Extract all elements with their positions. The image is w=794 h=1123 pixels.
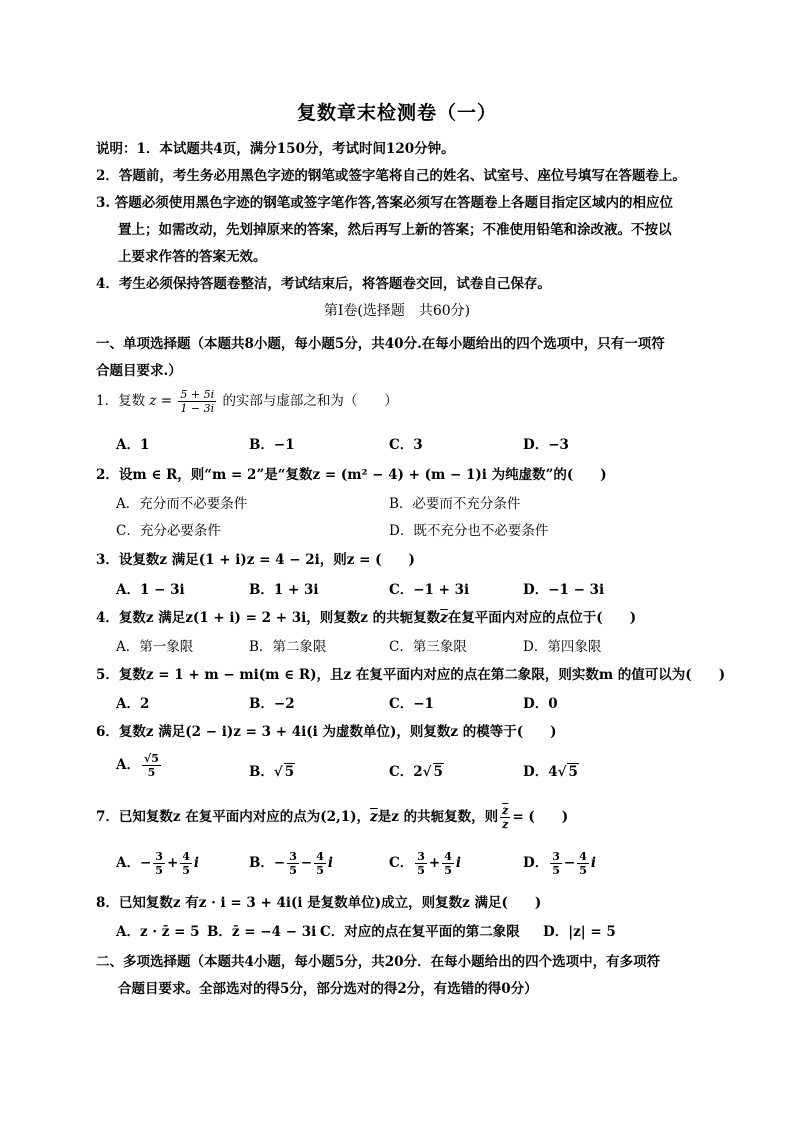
q7-option-c-label: C．	[389, 855, 414, 871]
q7-zbar: $\overline{z}$	[370, 809, 378, 825]
q8-option-d: D．|z| = 5	[543, 924, 616, 940]
q1-option-b: B．−1	[249, 437, 295, 453]
q7-option-b-d1: 5	[289, 864, 297, 877]
q7-option-d-d1: 5	[552, 864, 560, 877]
q7-option-b-d2: 5	[316, 864, 324, 877]
exam-title: 复数章末检测卷（一）	[296, 102, 497, 124]
q5-option-c: C．−1	[389, 696, 434, 712]
q7-option-a-d2: 5	[182, 864, 190, 877]
q7-option-c	[389, 850, 461, 877]
q7-option-d-d2: 5	[579, 864, 587, 877]
q7-option-c-sign: +	[428, 855, 441, 871]
q7-option-b-n1: 3	[289, 850, 297, 863]
q6-option-d-value: 5	[568, 764, 578, 780]
question-1	[96, 388, 398, 415]
section2-heading-line1: 二、多项选择题（本题共4小题，每小题5分，共20分．在每小题给出的四个选项中，有多项符	[96, 954, 661, 970]
q2-option-b: B．必要而不充分条件	[389, 496, 521, 512]
q7-text-c: = ( )	[512, 809, 569, 825]
instruction-3b: 置上；如需改动，先划掉原来的答案，然后再写上新的答案；不准使用铅笔和涂改液。不按以	[118, 222, 672, 238]
q6-option-c-label: C．2	[389, 764, 423, 780]
q5-option-b: B．−2	[249, 696, 295, 712]
q3-option-a: A．1 − 3i	[116, 582, 185, 598]
q7-option-d-n2: 4	[579, 850, 587, 863]
q1-option-a: A．1	[116, 437, 150, 453]
q3-option-b: B．1 + 3i	[249, 582, 319, 598]
q7-option-b-frac1	[287, 850, 299, 877]
q7-option-d-sign: −	[563, 855, 576, 871]
question-8: 8．已知复数z 有z · i = 3 + 4i(i 是复数单位)成立，则复数z 满足( )	[96, 895, 542, 911]
q7-option-a-frac2	[180, 850, 192, 877]
instruction-3a: 3. 答题必须使用黑色字迹的钢笔或签字笔作答,答案必须写在答题卷上各题目指定区域内的相应位	[96, 195, 673, 211]
instruction-1: 说明：1．本试题共4页，满分150分，考试时间120分钟。	[96, 141, 455, 157]
instruction-4: 4．考生必须保持答题卷整洁，考试结束后，将答题卷交回，试卷自己保存。	[96, 276, 551, 292]
q7-option-c-frac1	[415, 850, 427, 877]
question-4	[96, 606, 636, 626]
q7-option-c-n2: 4	[444, 850, 452, 863]
question-7	[96, 804, 568, 831]
q6-option-b-label: B．	[249, 764, 274, 780]
q7-option-a-tail: i	[193, 855, 200, 871]
q1-denominator: 1 − 3i	[180, 402, 215, 415]
q4-option-c: C．第三象限	[389, 639, 467, 655]
q7-option-d	[523, 850, 596, 877]
q2-option-d: D．既不充分也不必要条件	[389, 523, 549, 539]
q1-z: z =	[149, 393, 173, 409]
instruction-2: 2．答题前，考生务必用黑色字迹的钢笔或签字笔将自己的姓名、试室号、座位号填写在答题卷上。	[96, 168, 686, 184]
q6-option-b-value: 5	[284, 764, 295, 780]
q7-option-d-frac1	[550, 850, 562, 877]
question-6: 6．复数z 满足(2 − i)z = 3 + 4i(i 为虚数单位)，则复数z 的模等于( )	[96, 724, 557, 740]
q7-frac-num: $\overline{z}$	[502, 804, 509, 817]
q7-option-c-frac2	[442, 850, 454, 877]
q6-option-a-num: √5	[143, 752, 159, 765]
question-3: 3．设复数z 满足(1 + i)z = 4 − 2i，则z = ( )	[96, 552, 415, 568]
q4-option-b: B．第二象限	[249, 639, 327, 655]
q6-option-d-label: D．4	[523, 764, 558, 780]
q5-option-a: A．2	[116, 696, 150, 712]
question-2: 2．设m ∈ R，则“m = 2”是“复数z = (m² − 4) + (m − 1)i 为纯虚数”的( )	[96, 467, 607, 483]
q1-fraction	[178, 388, 216, 415]
q6-option-c-value: 5	[433, 764, 443, 780]
q7-option-b-n2: 4	[316, 850, 324, 863]
q7-option-c-d2: 5	[444, 864, 452, 877]
q7-option-c-d1: 5	[417, 864, 425, 877]
q3-option-c: C．−1 + 3i	[389, 582, 470, 598]
q1-numerator: 5 + 5i	[180, 388, 215, 401]
q7-option-b-frac2	[314, 850, 326, 877]
question-5: 5．复数z = 1 + m − mi(m ∈ R)，且z 在复平面内对应的点在第二象限，则实数m 的值可以为( )	[96, 667, 726, 683]
q7-option-c-tail: i	[455, 855, 462, 871]
q6-option-d: D．4√ 5	[523, 764, 578, 780]
q7-option-a-n2: 4	[182, 850, 190, 863]
q2-option-a: A．充分而不必要条件	[116, 496, 248, 512]
q7-option-a-d1: 5	[155, 864, 163, 877]
q1-suffix: 的实部与虚部之和为（ ）	[222, 393, 398, 409]
q6-option-a-fraction	[142, 752, 161, 779]
q7-text-b: 是z 的共轭复数，则	[377, 809, 499, 825]
q7-option-a-n1: 3	[155, 850, 163, 863]
q4-option-d: D．第四象限	[523, 639, 602, 655]
q7-option-a-sign: +	[166, 855, 179, 871]
q7-option-b-tail: i	[327, 855, 333, 871]
q4-option-a: A．第一象限	[116, 639, 194, 655]
q7-option-d-n1: 3	[552, 850, 560, 863]
q4-text-b: 在复平面内对应的点位于( )	[447, 610, 637, 626]
q7-option-d-label: D．	[523, 855, 549, 871]
q5-option-d: D．0	[523, 696, 558, 712]
q6-option-a-den: 5	[147, 766, 156, 779]
q8-option-c: C．对应的点在复平面的第二象限	[320, 924, 520, 940]
q7-option-b-label: B．−	[249, 855, 286, 871]
q1-option-d: D．−3	[523, 437, 569, 453]
q7-frac-den: z	[502, 818, 509, 831]
q7-option-a-frac1	[153, 850, 165, 877]
q7-text-a: 7．已知复数z 在复平面内对应的点为(2,1)，	[96, 809, 371, 825]
section1-heading-line1: 一、单项选择题（本题共8小题，每小题5分，共40分.在每小题给出的四个选项中，只有一项符	[96, 336, 665, 352]
q7-option-d-frac2	[577, 850, 589, 877]
q6-option-b: B．√ 5	[249, 764, 295, 780]
q7-fraction	[500, 804, 510, 831]
q7-option-a	[116, 850, 199, 877]
q1-prefix: 1．复数	[96, 393, 146, 409]
instruction-3c: 上要求作答的答案无效。	[118, 249, 267, 265]
q4-zbar: $\overline{z}$	[440, 610, 448, 626]
q8-option-a: A．z · z̄ = 5	[116, 924, 200, 940]
q6-option-a-label: A．	[116, 757, 140, 773]
q3-option-d: D．−1 − 3i	[523, 582, 605, 598]
section2-heading-line2: 合题目要求。全部选对的得5分，部分选对的得2分，有选错的得0分）	[118, 981, 538, 997]
section1-heading-line2: 合题目要求.）	[96, 363, 182, 379]
q1-option-c: C．3	[389, 437, 423, 453]
q7-option-c-n1: 3	[417, 850, 425, 863]
q4-text-a: 4．复数z 满足z(1 + i) = 2 + 3i，则复数z 的共轭复数	[96, 610, 441, 626]
q7-option-a-label: A．−	[116, 855, 152, 871]
q6-option-a	[116, 752, 163, 779]
q7-option-b-sign: −	[300, 855, 313, 871]
part1-title: 第Ⅰ卷(选择题 共60分)	[323, 303, 471, 319]
q2-option-c: C．充分必要条件	[116, 523, 221, 539]
q6-option-c: C．2√ 5	[389, 764, 443, 780]
q8-option-b: B．z̄ = −4 − 3i	[207, 924, 317, 940]
q7-option-b	[249, 850, 333, 877]
q7-option-d-tail: i	[590, 855, 596, 871]
